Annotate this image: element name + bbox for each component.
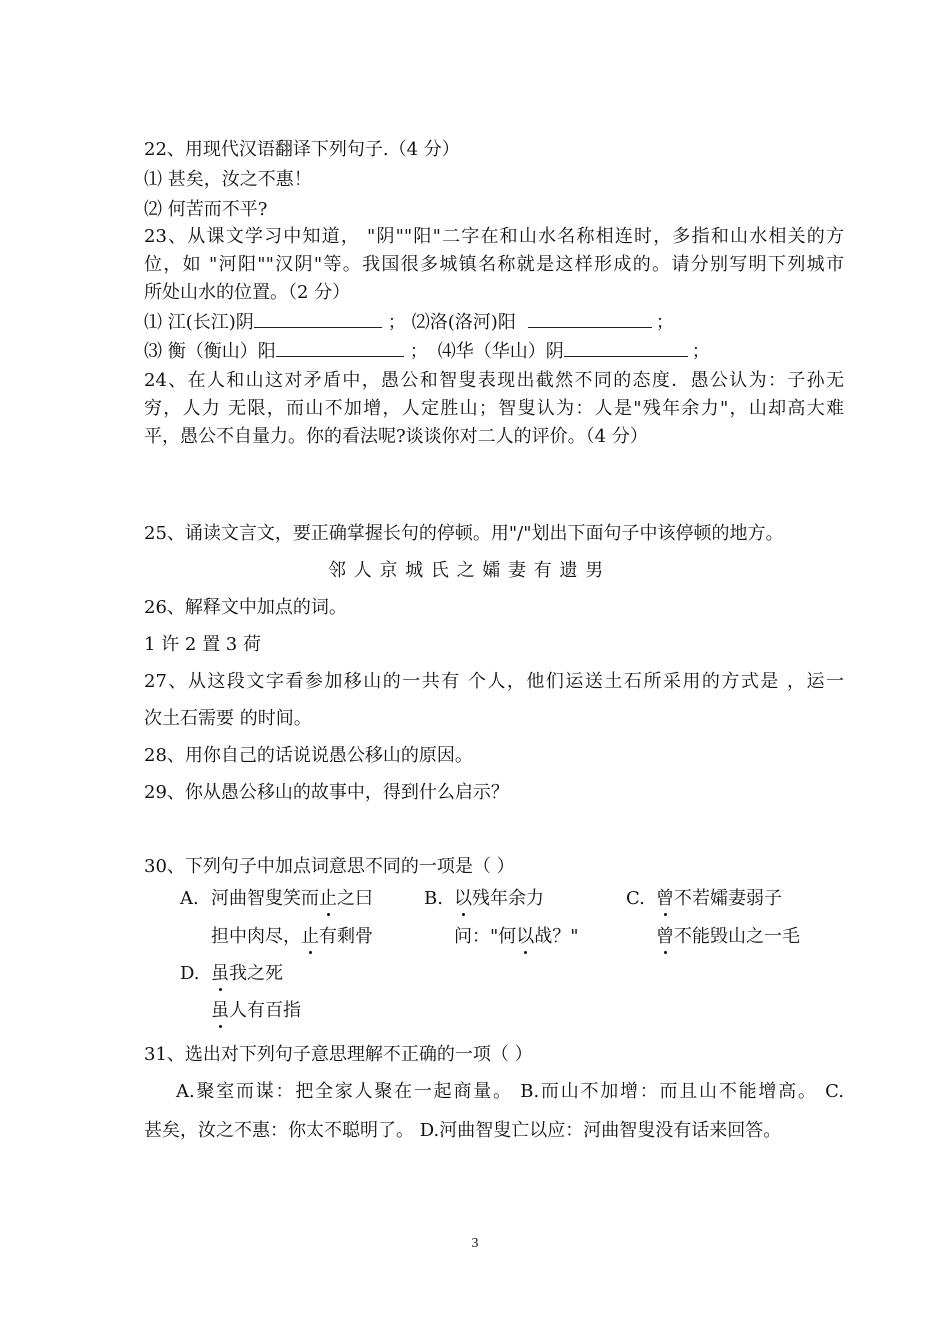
question-23-line-3: 所处山水的位置。（2 分） <box>144 282 351 303</box>
question-24-line-1: 24、在人和山这对矛盾中，愚公和智叟表现出截然不同的态度．愚公认为：子孙无 <box>144 370 844 391</box>
answer-blank-b[interactable] <box>528 311 652 328</box>
question-24-line-2: 穷，人力 无限，而山不加增，人定胜山；智叟认为：人是"残年余力"，山却高大难 <box>144 398 844 419</box>
option-d-label: D. <box>180 963 200 984</box>
option-c-line-1 <box>656 888 782 910</box>
option-c-line-2 <box>656 926 800 948</box>
item-b-label: ⑵洛(洛河)阳 <box>411 312 516 333</box>
option-b-line-2 <box>454 926 579 948</box>
dotted-word: 止 <box>319 888 337 909</box>
text: 不能毁山之一毛 <box>674 926 800 947</box>
dotted-word: 曾 <box>656 926 674 947</box>
option-b-line-1 <box>454 888 544 910</box>
text: 问："何 <box>454 926 517 947</box>
question-22-title: 22、用现代汉语翻译下列句子.（4 分） <box>144 139 460 160</box>
question-23-line-2: 位，如 "河阳""汉阴"等。我国很多城镇名称就是这样形成的。请分别写明下列城市 <box>144 254 844 275</box>
question-27-line-1: 27、从这段文字看参加移山的一共有 个人，他们运送土石所采用的方式是 ，运一 <box>144 671 844 692</box>
option-b-label: B. <box>424 888 443 909</box>
text: 人有百指 <box>229 1000 301 1021</box>
question-26-items: 1 许 2 置 3 荷 <box>144 634 261 655</box>
question-29-title: 29、你从愚公移山的故事中，得到什么启示？ <box>144 782 509 803</box>
dotted-word: 虽 <box>211 1000 229 1021</box>
option-d-line-2 <box>211 1000 301 1022</box>
separator: ； <box>409 341 428 362</box>
page-number: 3 <box>471 1236 479 1251</box>
option-a-label: A. <box>180 888 199 909</box>
text: 河曲智叟笑而 <box>211 888 319 909</box>
answer-blank-d[interactable] <box>564 340 688 357</box>
question-26-title: 26、解释文中加点的词。 <box>144 597 347 618</box>
text: 战？" <box>534 926 579 947</box>
answer-blank-a[interactable] <box>254 311 382 328</box>
question-24-line-3: 平，愚公不自量力。你的看法呢?谈谈你对二人的评价。（4 分） <box>144 426 648 447</box>
text: 担中肉尽， <box>211 926 301 947</box>
dotted-word: 以 <box>454 888 472 909</box>
option-c-label: C. <box>626 888 645 909</box>
text: 我之死 <box>229 963 283 984</box>
question-31-line-1: A.聚室而谋：把全家人聚在一起商量。 B.而山不加增：而且山不能增高。 C. <box>176 1081 844 1102</box>
text: 不若孀妻弱子 <box>674 888 782 909</box>
question-31-title: 31、选出对下列句子意思理解不正确的一项（ ） <box>144 1044 533 1065</box>
item-c-label: ⑶ 衡（衡山）阳 <box>144 341 276 362</box>
question-22-sentence-1: ⑴ 甚矣，汝之不惠！ <box>144 169 312 190</box>
question-31-line-2: 甚矣，汝之不惠：你太不聪明了。 D.河曲智叟亡以应：河曲智叟没有话来回答。 <box>144 1120 782 1141</box>
question-27-line-2: 次土石需要 的时间。 <box>144 708 312 729</box>
question-23-line-1: 23、从课文学习中知道， "阴""阳"二字在和山水名称相连时，多指和山水相关的方 <box>144 226 844 247</box>
question-22-sentence-2: ⑵ 何苦而不平? <box>144 199 268 220</box>
dotted-word: 曾 <box>656 888 674 909</box>
question-25-title: 25、诵读文言文，要正确掌握长句的停顿。用"/"划出下面句子中该停顿的地方。 <box>144 523 784 544</box>
item-d-label: ⑷华（华山）阴 <box>437 341 564 362</box>
answer-blank-c[interactable] <box>276 340 404 357</box>
option-d-line-1 <box>211 963 283 985</box>
question-30-title: 30、下列句子中加点词意思不同的一项是（ ） <box>144 856 515 877</box>
question-25-sentence: 邻 人 京 城 氏 之 孀 妻 有 遗 男 <box>328 560 604 581</box>
option-a-line-1 <box>211 888 373 910</box>
question-28-title: 28、用你自己的话说说愚公移山的原因。 <box>144 745 473 766</box>
question-23-row-1 <box>144 311 674 334</box>
dotted-word: 以 <box>516 926 535 947</box>
text: 之曰 <box>337 888 373 909</box>
question-23-row-2 <box>144 340 710 363</box>
dotted-word: 止 <box>301 926 319 947</box>
separator: ； <box>655 312 674 333</box>
text: 残年余力 <box>472 888 544 909</box>
item-a-label: ⑴ 江(长江)阴 <box>144 312 254 333</box>
option-a-line-2 <box>211 926 373 948</box>
separator: ； <box>691 341 710 362</box>
dotted-word: 虽 <box>211 963 229 984</box>
separator: ； <box>387 312 406 333</box>
text: 有剩骨 <box>319 926 373 947</box>
